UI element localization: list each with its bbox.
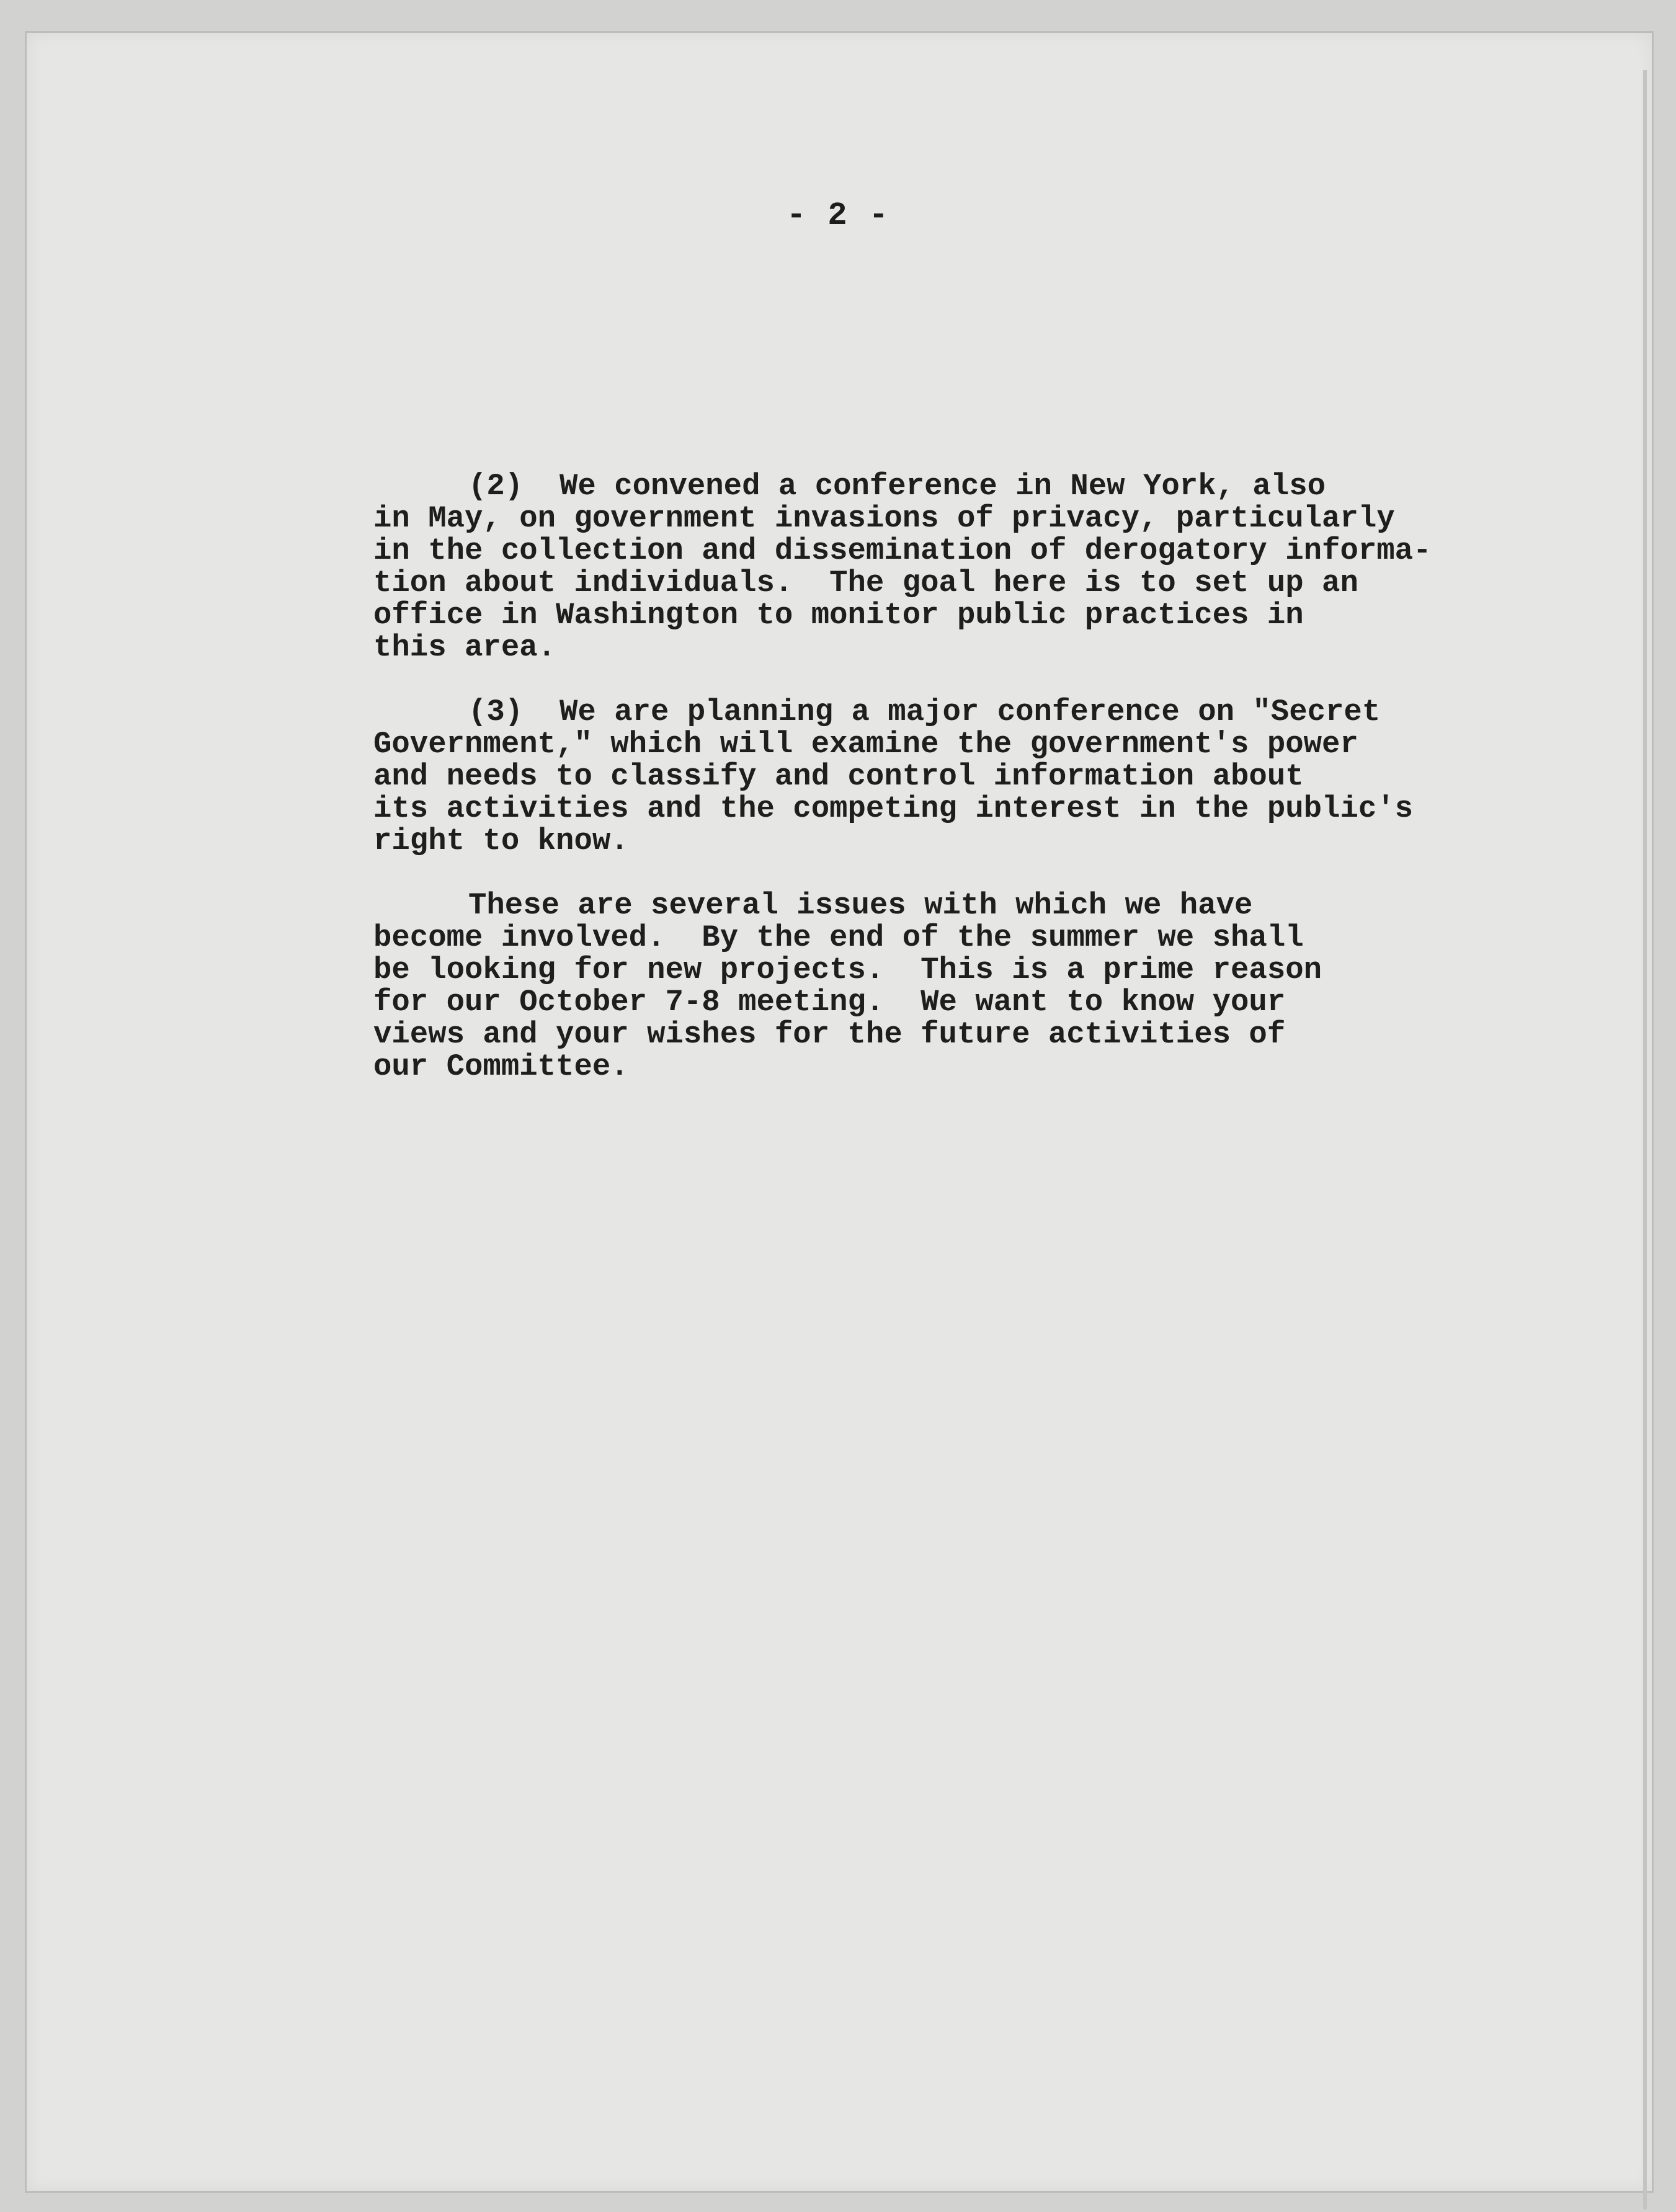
text-line: and needs to classify and control information about — [373, 759, 1304, 794]
page-number: - 2 - — [786, 197, 890, 234]
letter-body — [373, 470, 1540, 1115]
text-line: in the collection and dissemination of derogatory informa- — [373, 533, 1432, 568]
paragraph-3 — [373, 696, 1540, 857]
text-line: right to know. — [373, 824, 629, 858]
text-line: These are several issues with which we have — [468, 888, 1253, 923]
text-line: in May, on government invasions of privacy, particularly — [373, 501, 1395, 536]
paragraph-2 — [373, 470, 1540, 664]
paragraph-closing — [373, 889, 1540, 1083]
page-edge — [1643, 70, 1647, 2210]
text-line: Government," which will examine the government's power — [373, 727, 1358, 762]
text-line: our Committee. — [373, 1049, 629, 1084]
text-line: for our October 7-8 meeting. We want to know your — [373, 985, 1286, 1019]
text-line: (3) We are planning a major conference on "Secret — [468, 695, 1381, 729]
text-line: tion about individuals. The goal here is to set up an — [373, 566, 1358, 600]
text-line: views and your wishes for the future activities of — [373, 1017, 1286, 1052]
text-line: office in Washington to monitor public practices in — [373, 598, 1304, 633]
text-line: become involved. By the end of the summer we shall — [373, 920, 1304, 955]
text-line: this area. — [373, 630, 556, 665]
text-line: (2) We convened a conference in New York, also — [468, 469, 1326, 504]
text-line: be looking for new projects. This is a prime reason — [373, 953, 1322, 987]
text-line: its activities and the competing interest in the public's — [373, 791, 1414, 826]
